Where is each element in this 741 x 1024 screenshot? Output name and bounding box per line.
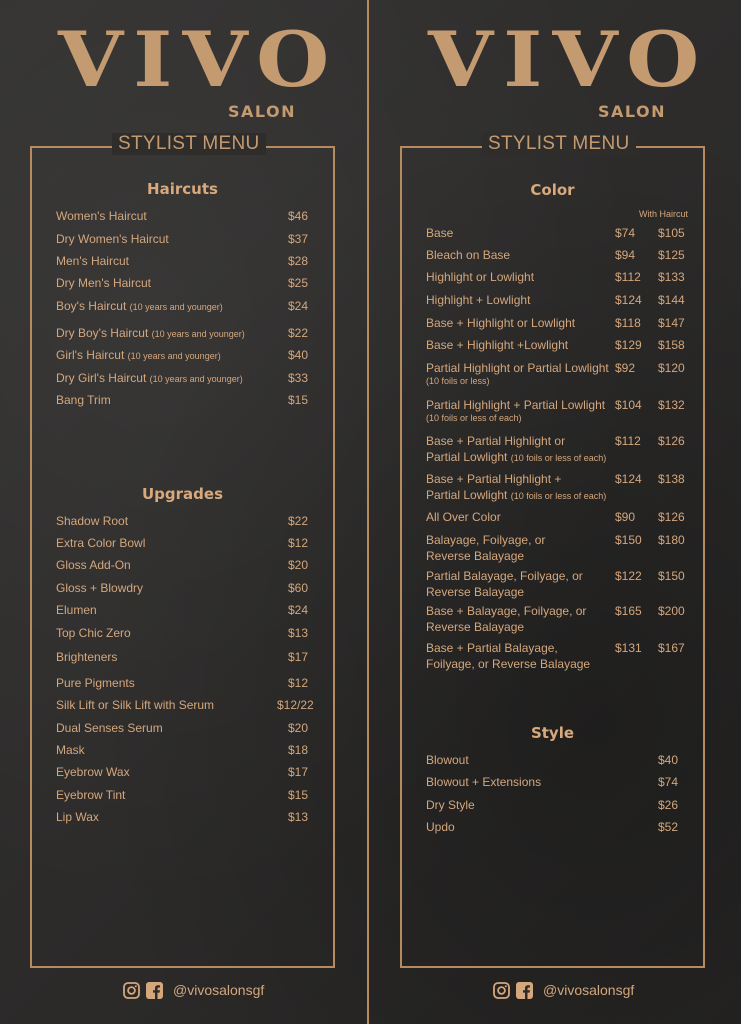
item-price-with-haircut: $132 xyxy=(658,398,685,412)
brand-sub: SALON xyxy=(227,102,296,121)
item-price: $112 xyxy=(615,270,641,284)
item-name: Dry Men's Haircut xyxy=(56,276,151,290)
item-price-with-haircut: $105 xyxy=(658,226,685,240)
item-name-cont: Partial Lowlight xyxy=(426,450,508,464)
menu-item xyxy=(56,276,151,290)
item-price: $15 xyxy=(288,788,309,802)
menu-item: Extra Color Bowl xyxy=(56,536,146,550)
item-price-with-haircut: $158 xyxy=(658,338,685,352)
menu-item-line2 xyxy=(426,620,524,634)
menu-item-line2 xyxy=(426,585,524,599)
item-price-with-haircut: $167 xyxy=(658,641,685,655)
item-price-with-haircut: $200 xyxy=(658,604,685,618)
menu-item: Base + Highlight or Lowlight xyxy=(426,316,576,330)
social-handle[interactable]: @vivosalonsgf xyxy=(173,982,265,998)
brand-logo xyxy=(58,14,340,122)
item-price: $17 xyxy=(288,765,309,779)
menu-item: Blowout xyxy=(426,753,469,767)
item-price: $131 xyxy=(615,641,642,655)
item-price: $12 xyxy=(288,676,309,690)
social-footer xyxy=(493,978,634,1002)
menu-item: Partial Balayage, Foilyage, or xyxy=(426,569,583,583)
item-note: (10 years and younger) xyxy=(151,329,245,339)
item-price-with-haircut: $120 xyxy=(658,361,685,375)
item-price: $124 xyxy=(615,472,642,486)
left-menu-page xyxy=(0,0,370,1024)
item-price: $33 xyxy=(288,371,309,385)
menu-item xyxy=(56,371,243,385)
item-price: $46 xyxy=(288,209,309,223)
item-note: (10 years and younger) xyxy=(149,374,243,384)
item-name-cont: Foilyage, or Reverse Balayage xyxy=(426,657,591,671)
menu-item: Mask xyxy=(56,743,85,757)
menu-title: STYLIST MENU xyxy=(482,133,636,155)
menu-item: Base + Highlight +Lowlight xyxy=(426,338,569,352)
social-footer xyxy=(123,978,264,1002)
item-price-with-haircut: $144 xyxy=(658,293,685,307)
item-price: $92 xyxy=(615,361,636,375)
item-name-cont: Partial Lowlight xyxy=(426,488,508,502)
item-price: $13 xyxy=(288,810,309,824)
item-price: $40 xyxy=(658,753,679,767)
menu-item xyxy=(56,348,221,362)
menu-item-line2 xyxy=(426,657,590,671)
item-name-cont: Reverse Balayage xyxy=(426,585,525,599)
menu-item: Shadow Root xyxy=(56,514,129,528)
item-price: $112 xyxy=(615,434,641,448)
menu-item: Pure Pigments xyxy=(56,676,135,690)
item-price: $24 xyxy=(288,603,309,617)
item-price: $124 xyxy=(615,293,642,307)
item-note: (10 foils or less of each) xyxy=(426,413,522,423)
menu-item: Dual Senses Serum xyxy=(56,721,163,735)
menu-item: Base + Partial Highlight or xyxy=(426,434,566,448)
item-price: $94 xyxy=(615,248,636,262)
item-price: $165 xyxy=(615,604,642,618)
instagram-icon[interactable] xyxy=(123,982,140,999)
menu-item: Base xyxy=(426,226,454,240)
menu-item: Eyebrow Tint xyxy=(56,788,126,802)
item-price: $24 xyxy=(288,299,309,313)
menu-item: Partial Highlight + Partial Lowlight xyxy=(426,398,606,412)
menu-item: Elumen xyxy=(56,603,97,617)
menu-frame xyxy=(30,146,335,968)
menu-item: All Over Color xyxy=(426,510,501,524)
item-price-with-haircut: $133 xyxy=(658,270,685,284)
section-title-upgrades: Upgrades xyxy=(141,485,223,503)
menu-item xyxy=(56,326,245,340)
facebook-icon[interactable] xyxy=(146,982,163,999)
item-price: $20 xyxy=(288,721,309,735)
item-price-with-haircut: $147 xyxy=(658,316,685,330)
menu-item: Lip Wax xyxy=(56,810,99,824)
with-haircut-header: With Haircut xyxy=(639,209,689,219)
item-price-with-haircut: $150 xyxy=(658,569,685,583)
item-price: $18 xyxy=(288,743,309,757)
brand-logo xyxy=(428,14,710,122)
brand-name: VIVO xyxy=(58,14,340,104)
item-note: (10 years and younger) xyxy=(127,351,221,361)
item-price: $15 xyxy=(288,393,309,407)
item-price: $25 xyxy=(288,276,309,290)
item-price: $12/22 xyxy=(277,698,314,712)
item-price: $22 xyxy=(288,326,309,340)
item-price: $17 xyxy=(288,650,309,664)
item-name: Bang Trim xyxy=(56,393,111,407)
item-price: $150 xyxy=(615,533,642,547)
menu-item xyxy=(56,299,223,313)
item-price: $74 xyxy=(615,226,636,240)
item-price: $20 xyxy=(288,558,309,572)
item-price: $90 xyxy=(615,510,636,524)
item-price-with-haircut: $126 xyxy=(658,510,685,524)
item-price: $129 xyxy=(615,338,642,352)
item-price: $26 xyxy=(658,798,679,812)
item-note: (10 years and younger) xyxy=(129,302,223,312)
menu-item: Updo xyxy=(426,820,455,834)
menu-item: Bleach on Base xyxy=(426,248,511,262)
instagram-icon[interactable] xyxy=(493,982,510,999)
item-price: $40 xyxy=(288,348,309,362)
menu-item xyxy=(56,393,111,407)
section-title-color: Color xyxy=(530,181,575,199)
item-note: (10 foils or less) xyxy=(426,376,490,386)
item-price: $74 xyxy=(658,775,679,789)
item-name: Dry Women's Haircut xyxy=(56,232,169,246)
menu-item: Base + Balayage, Foilyage, or xyxy=(426,604,587,618)
item-name: Dry Boy's Haircut xyxy=(56,326,149,340)
item-price: $28 xyxy=(288,254,309,268)
item-name: Dry Girl's Haircut xyxy=(56,371,147,385)
item-note: (10 foils or less of each) xyxy=(510,453,607,463)
menu-title: STYLIST MENU xyxy=(112,133,266,155)
right-menu-page xyxy=(370,0,740,1024)
item-price: $122 xyxy=(615,569,642,583)
menu-item: Eyebrow Wax xyxy=(56,765,130,779)
menu-item: Silk Lift or Silk Lift with Serum xyxy=(56,698,215,712)
item-price-with-haircut: $138 xyxy=(658,472,685,486)
menu-item: Partial Highlight or Partial Lowlight xyxy=(426,361,609,375)
item-name: Boy's Haircut xyxy=(56,299,127,313)
item-name-cont: Reverse Balayage xyxy=(426,620,525,634)
menu-item: Highlight or Lowlight xyxy=(426,270,535,284)
menu-item: Gloss Add-On xyxy=(56,558,131,572)
brand-name: VIVO xyxy=(428,14,710,104)
menu-item xyxy=(56,209,147,223)
item-price: $13 xyxy=(288,626,309,640)
menu-item: Base + Partial Balayage, xyxy=(426,641,558,655)
menu-item-line2 xyxy=(426,488,606,502)
facebook-icon[interactable] xyxy=(516,982,533,999)
item-price: $12 xyxy=(288,536,309,550)
section-title-haircuts: Haircuts xyxy=(147,180,218,198)
item-price: $37 xyxy=(288,232,309,246)
social-handle[interactable]: @vivosalonsgf xyxy=(543,982,635,998)
menu-item: Brighteners xyxy=(56,650,118,664)
menu-item: Balayage, Foilyage, or xyxy=(426,533,546,547)
menu-item: Dry Style xyxy=(426,798,475,812)
menu-item: Blowout + Extensions xyxy=(426,775,542,789)
item-price: $52 xyxy=(658,820,679,834)
item-price-with-haircut: $126 xyxy=(658,434,685,448)
section-title-style: Style xyxy=(530,724,575,742)
item-note: (10 foils or less of each) xyxy=(510,491,607,501)
item-name-cont: Reverse Balayage xyxy=(426,549,525,563)
menu-item xyxy=(56,254,129,268)
menu-item: Top Chic Zero xyxy=(56,626,131,640)
menu-item: Base + Partial Highlight + xyxy=(426,472,562,486)
menu-item-line2 xyxy=(426,549,524,563)
item-name: Girl's Haircut xyxy=(56,348,125,362)
item-price-with-haircut: $125 xyxy=(658,248,685,262)
menu-item xyxy=(56,232,169,246)
item-price: $104 xyxy=(615,398,642,412)
item-price-with-haircut: $180 xyxy=(658,533,685,547)
item-price: $118 xyxy=(615,316,641,330)
item-name: Men's Haircut xyxy=(56,254,129,268)
menu-item-line2 xyxy=(426,450,606,464)
item-price: $60 xyxy=(288,581,309,595)
menu-item: Gloss + Blowdry xyxy=(56,581,144,595)
brand-sub: SALON xyxy=(597,102,666,121)
item-name: Women's Haircut xyxy=(56,209,147,223)
item-price: $22 xyxy=(288,514,309,528)
menu-item: Highlight + Lowlight xyxy=(426,293,531,307)
